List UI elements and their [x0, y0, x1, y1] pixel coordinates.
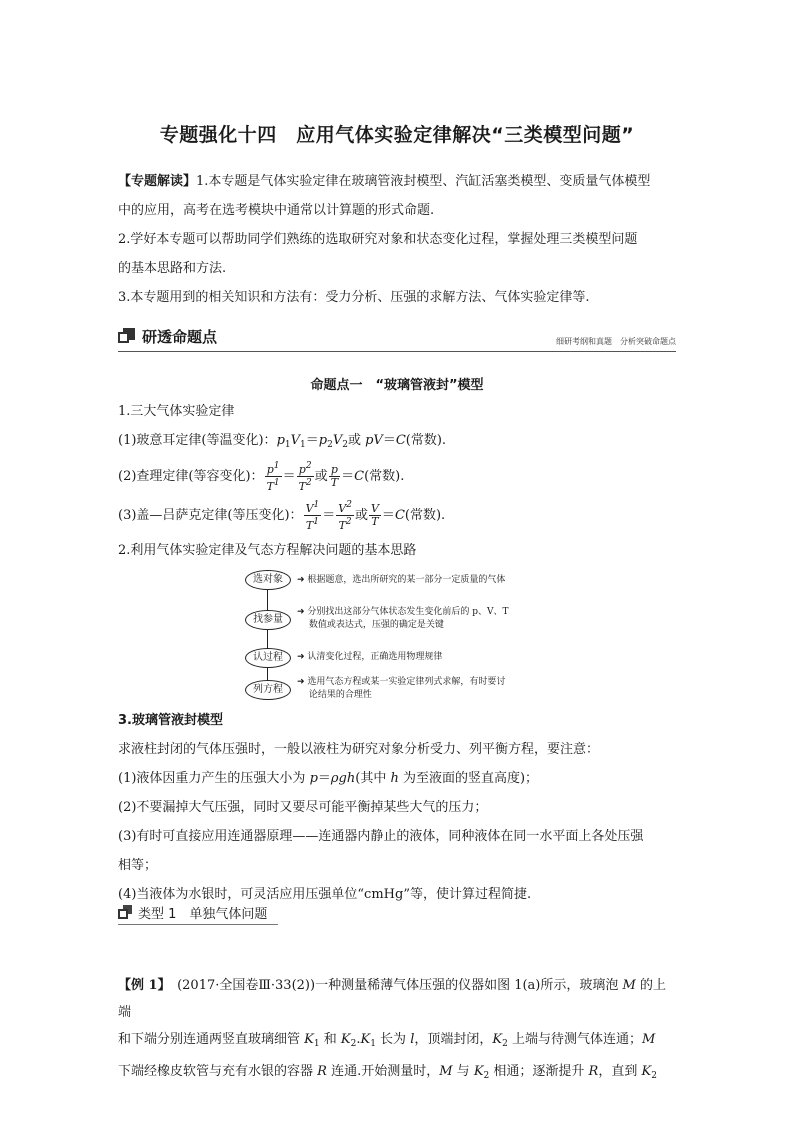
law-boyle: (1)玻意耳定律(等温变化)：$p_1V_1=p_2V_2$或 pV＝C(常数).	[118, 433, 447, 450]
flow-node-2: 找参量	[245, 610, 291, 630]
law-gay-lussac: (3)盖—吕萨克定律(等压变化)： $\frac{V^1}{T^1}$ ＝ $\frac{V^2}{T^2}$ 或 $\frac{V}{T}$ ＝C(常数).	[118, 500, 446, 532]
intro-line5: 3.本专题用到的相关知识和方法有：受力分析、压强的求解方法、气体实验定律等.	[118, 290, 590, 305]
model-body6: (4)当液体为水银时，可灵活应用压强单位“cmHg”等，使计算过程简捷.	[118, 887, 532, 902]
laws-heading: 1.三大气体实验定律	[118, 404, 235, 419]
flow-node-4: 列方程	[245, 680, 291, 700]
intro-line4: 的基本思路和方法.	[118, 261, 227, 276]
type-title: 类型 1 单独气体问题	[138, 907, 268, 922]
intro-line2: 中的应用，高考在选考模块中通常以计算题的形式命题.	[118, 203, 435, 218]
intro-block	[118, 167, 678, 312]
section-band	[118, 326, 676, 352]
model-body1: 求液柱封闭的气体压强时，一般以液柱为研究对象分析受力、列平衡方程，要注意：	[118, 742, 600, 757]
point1-heading: 命题点一 “玻璃管液封”模型	[310, 378, 484, 393]
example-block	[118, 972, 678, 1090]
intro-line3: 2.学好本专题可以帮助同学们熟练的选取研究对象和状态变化过程，掌握处理三类模型问题	[118, 232, 638, 247]
intro-line1: 1.本专题是气体实验定律在玻璃管液封模型、汽缸活塞类模型、变质量气体模型	[196, 174, 651, 189]
flow-text-4: ➜ 选用气态方程或某一实验定律列式求解，有时要讨 论结果的合理性	[297, 677, 506, 700]
method-heading: 2.利用气体实验定律及气态方程解决问题的基本思路	[118, 543, 417, 558]
example-line3: 下端经橡皮软管与充有水银的容器 R 连通.开始测量时，M 与 $K_2$ 相通；逐渐提升 R，直到 $K_2$	[118, 1064, 657, 1081]
section-title: 研透命题点	[142, 328, 218, 346]
intro-label: 【专题解读】	[118, 174, 197, 189]
flow-node-1: 选对象	[245, 570, 291, 590]
model-body2: (1)液体因重力产生的压强大小为 p＝ρgh(其中 h 为至液面的竖直高度)；	[118, 771, 539, 786]
model-body3: (2)不要漏掉大气压强，同时又要尽可能平衡掉某些大气的压力；	[118, 800, 488, 815]
model-block	[118, 706, 678, 909]
point1-laws	[118, 397, 678, 564]
section-subtitle: 细研考纲和真题 分析突破命题点	[556, 337, 676, 346]
example-line2: 和下端分别连通两竖直玻璃细管 $K_1$ 和 $K_2.K_1$ 长为 l，顶端封闭，$K_2$ 上端与待测气体连通；M	[118, 1032, 656, 1049]
type-band	[118, 903, 318, 925]
example-line1: 【例 1】 (2017·全国卷Ⅲ·33(2))一种测量稀薄气体压强的仪器如图 1(a)所示，玻璃泡 M 的上端	[118, 978, 666, 1020]
section-icon	[118, 328, 136, 344]
model-body4: (3)有时可直接应用连通器原理——连通器内静止的液体，同种液体在同一水平面上各处压强	[118, 829, 644, 844]
flow-node-3: 认过程	[245, 648, 291, 668]
page-title: 专题强化十四 应用气体实验定律解决“三类模型问题”	[159, 124, 635, 146]
flow-text-3: ➜ 认清变化过程，正确选用物理规律	[297, 652, 443, 662]
model-body5: 相等；	[118, 858, 158, 873]
model-heading: 3.玻璃管液封模型	[118, 713, 223, 728]
flow-text-1: ➜ 根据题意，选出所研究的某一部分一定质量的气体	[297, 575, 506, 585]
flow-text-2: ➜ 分别找出这部分气体状态发生变化前后的 p、V、T 数值或表达式，压强的确定是关键	[297, 607, 509, 630]
flow-diagram	[245, 570, 605, 710]
law-charles: (2)查理定律(等容变化)： $\frac{p^1}{T^1}$ ＝ $\frac{p^2}{T^2}$ 或 $\frac{p}{T}$ ＝C(常数).	[118, 461, 405, 493]
